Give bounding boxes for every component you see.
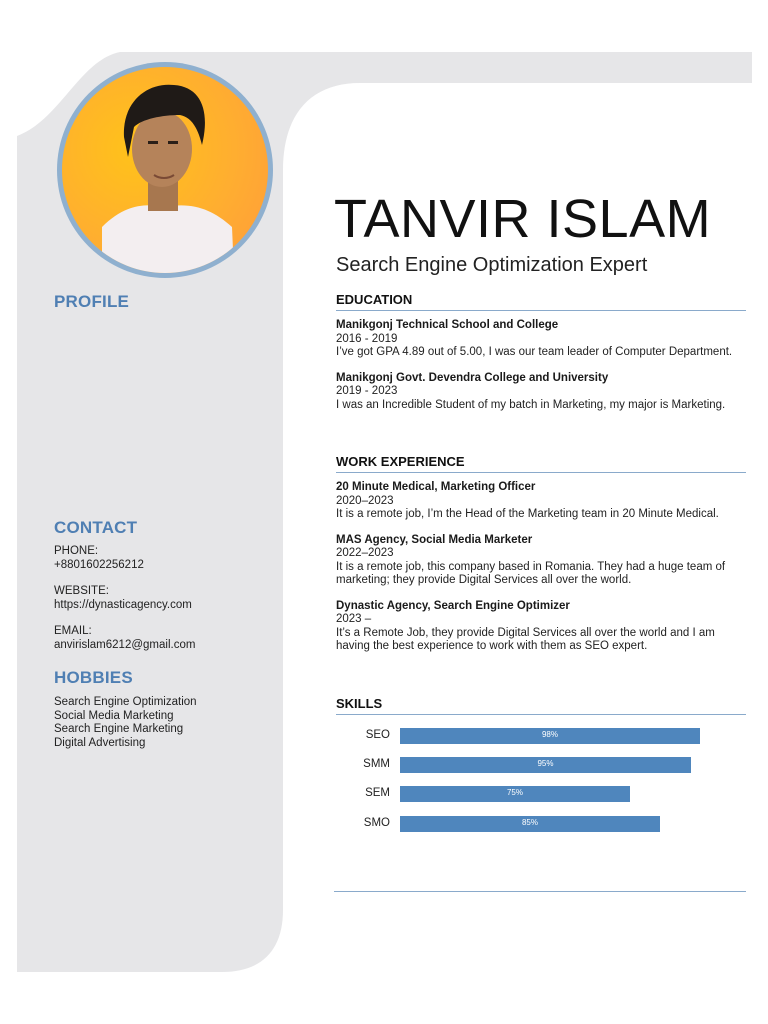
hobby-item: Search Engine Optimization	[54, 696, 197, 708]
job-dates: 2022–2023	[336, 547, 394, 559]
skill-bar-seo	[400, 728, 700, 744]
profile-photo-frame	[57, 62, 273, 278]
school-name: Manikgonj Technical School and College	[336, 319, 559, 331]
education-entry	[336, 319, 746, 360]
email-label: EMAIL:	[54, 625, 92, 637]
education-dates: 2016 - 2019	[336, 332, 398, 345]
skill-percent: 85%	[521, 818, 538, 827]
job-role: Dynastic Agency, Search Engine Optimizer	[336, 599, 570, 612]
candidate-name: TANVIR ISLAM	[334, 189, 712, 249]
hobby-item: Digital Advertising	[54, 736, 146, 749]
experience-entry	[336, 600, 746, 654]
website-link[interactable]: https://dynasticagency.com	[54, 598, 192, 611]
experience-section	[336, 454, 746, 666]
contact-heading: CONTACT	[54, 518, 138, 537]
education-section	[336, 292, 746, 424]
skill-percent: 75%	[506, 788, 523, 797]
education-description: I’ve got GPA 4.89 out of 5.00, I was our team leader of Computer Department.	[336, 346, 733, 358]
skill-percent: 98%	[541, 730, 558, 739]
job-description: It is a remote job, I’m the Head of the Marketing team in 20 Minute Medical.	[336, 508, 719, 520]
skill-label: SEM	[365, 787, 390, 799]
person-illustration	[62, 67, 268, 273]
hobbies-list	[54, 696, 197, 750]
job-description: It is a remote job, this company based in Romania. They had a huge team of marketing; they provide Digital Services all over the world.	[336, 560, 726, 586]
experience-entry	[336, 534, 746, 588]
education-dates: 2019 - 2023	[336, 385, 398, 397]
skill-label: SMM	[363, 758, 390, 770]
education-description: I was an Incredible Student of my batch in Marketing, my major is Marketing.	[336, 398, 726, 411]
skill-bar-smm	[400, 757, 691, 773]
bottom-divider	[334, 891, 746, 892]
skill-label: SEO	[365, 729, 390, 741]
hobbies-heading: HOBBIES	[54, 668, 133, 687]
skills-heading: SKILLS	[336, 696, 746, 715]
education-entry	[336, 372, 746, 413]
education-heading: EDUCATION	[336, 292, 746, 311]
phone-value: +8801602256212	[54, 558, 144, 571]
skill-bar-sem	[400, 786, 630, 802]
email-link[interactable]: anvirislam6212@gmail.com	[54, 638, 196, 651]
candidate-title: Search Engine Optimization Expert	[336, 254, 648, 276]
job-role: 20 Minute Medical, Marketing Officer	[336, 481, 536, 493]
profile-heading: PROFILE	[54, 292, 130, 311]
skills-section	[336, 696, 746, 723]
job-role: MAS Agency, Social Media Marketer	[336, 533, 533, 546]
skill-percent: 95%	[537, 759, 554, 768]
job-description: It’s a Remote Job, they provide Digital Services all over the world and I am having the best experience to work with them as SEO expert.	[336, 626, 715, 652]
skill-label: SMO	[363, 817, 390, 829]
phone-label: PHONE:	[54, 545, 99, 557]
hobby-item: Social Media Marketing	[54, 709, 174, 722]
skill-bar-smo	[400, 816, 660, 832]
contact-block	[54, 545, 195, 652]
job-dates: 2020–2023	[336, 494, 394, 507]
experience-heading: WORK EXPERIENCE	[336, 454, 746, 473]
website-label: WEBSITE:	[54, 585, 109, 597]
school-name: Manikgonj Govt. Devendra College and University	[336, 371, 609, 384]
profile-photo	[62, 67, 268, 273]
hobby-item: Search Engine Marketing	[54, 723, 184, 735]
experience-entry	[336, 481, 746, 522]
job-dates: 2023 –	[336, 613, 372, 625]
